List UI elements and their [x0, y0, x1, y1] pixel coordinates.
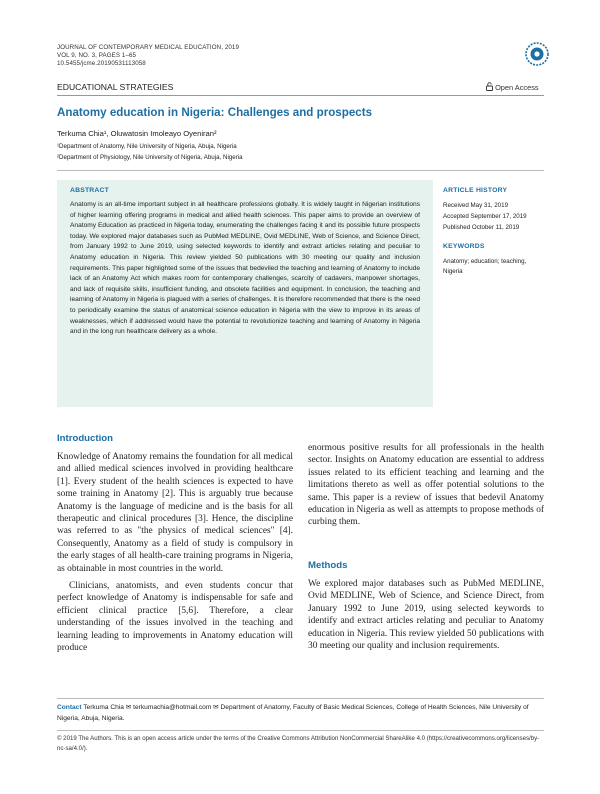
contact-email[interactable]: terkumachia@hotmail.com	[133, 704, 212, 711]
introduction-column-left	[57, 451, 293, 655]
article-authors: Terkuma Chia¹, Oluwatosin Imoleayo Oyeniran²	[57, 129, 217, 138]
intro-paragraph-2: Clinicians, anatomists, and even students concur that perfect knowledge of Anatomy is indispensable for safe and efficient clinical practice [5,6]. Therefore, a clear understanding of the issues involved in the teaching and learning leading to improvements in Anatomy education will produce	[57, 581, 293, 654]
affiliation-2: ²Department of Physiology, Nile University of Nigeria, Abuja, Nigeria	[57, 154, 243, 161]
contact-block	[57, 702, 544, 725]
intro-paragraph-3: enormous positive results for all professionals in the health sector. Insights on Anatomy education are essential to address issues related to its efficient teaching and learning and the limitations thereto as well as offer potential solutions to the same. This paper is a review of issues that bedevil Anatomy education in Nigeria as well as attempts to propose methods of curbing them.	[308, 443, 544, 528]
received-date: Received May 31, 2019	[443, 202, 509, 209]
journal-doi[interactable]: 10.5455/jcme.20190531113058	[57, 60, 146, 67]
section-tag: EDUCATIONAL STRATEGIES	[57, 82, 174, 92]
journal-volume: VOL 9, NO. 3, PAGES 1–65	[57, 52, 137, 59]
contact-divider-top	[57, 698, 544, 699]
contact-label: Contact	[57, 704, 82, 711]
address-icon: ✉	[213, 704, 219, 711]
journal-logo-icon	[525, 42, 549, 66]
methods-heading: Methods	[308, 560, 348, 571]
introduction-column-right	[308, 442, 544, 529]
keywords-heading: KEYWORDS	[443, 243, 485, 250]
open-lock-icon	[486, 82, 493, 93]
contact-address: Department of Anatomy, Faculty of Basic Medical Sciences, College of Health Sciences, Nile University of Nigeria, Abuja, Nigeria.	[57, 704, 529, 723]
methods-column	[308, 578, 544, 652]
introduction-heading: Introduction	[57, 433, 113, 444]
methods-paragraph: We explored major databases such as PubMed MEDLINE, Ovid MEDLINE, Web of Science, and Science Direct, from January 1992 to June 2019, using selected keywords to identify and extract articles relating and peculiar to Anatomy education in Nigeria. This review yielded 50 publications with 30 meeting our quality and inclusion requirements.	[308, 579, 544, 652]
abstract-heading: ABSTRACT	[70, 187, 109, 194]
header-divider	[57, 95, 544, 96]
keywords-text: Anatomy; education; teaching, Nigeria	[443, 258, 527, 276]
open-access-badge	[486, 82, 539, 93]
open-access-label: Open Access	[495, 83, 539, 92]
contact-name: Terkuma Chia	[83, 704, 124, 711]
article-title: Anatomy education in Nigeria: Challenges and prospects	[57, 106, 373, 119]
published-date: Published October 11, 2019	[443, 224, 520, 231]
title-divider	[57, 170, 544, 171]
email-icon: ✉	[125, 704, 132, 711]
contact-divider-bottom	[57, 730, 544, 731]
abstract-text: Anatomy is an all-time important subject in all healthcare professions globally. It is widely taught in Nigerian institutions of higher learning offering programs in medical and allied health sciences. This paper aims to provide an overview of Anatomy Education as practiced in Nigeria today, enumerating the challenges facing it and its possible future prospects today. We explored major databases such as PubMed MEDLINE, Ovid MEDLINE, Web of Science, and Science Direct, from January 1992 to June 2019, using selected keywords to identify and extract articles relating and peculiar to Anatomy education in Nigeria. This review yielded 50 publications with 30 meeting our quality and inclusion requirements. This paper highlighted some of the issues that bedeviled the teaching and learning of Anatomy to include lack of an Anatomy Act which makes room for contemporary challenges, scarcity of cadavers, manpower shortages, and lack of requisite skills, insufficient funding, and obsolete facilities and equipment. In conclusion, the teaching and learning of Anatomy in Nigeria is plagued with a series of challenges. It is therefore recommended that there is the need to periodically examine the status of anatomical science education in Nigeria with the view to improve in its areas of weaknesses, which if addressed would have the potential to revolutionize teaching and learning of Anatomy in Nigeria and in the long run healthcare delivery as a whole.	[70, 201, 420, 336]
journal-name: JOURNAL OF CONTEMPORARY MEDICAL EDUCATION, 2019	[57, 44, 239, 51]
copyright-notice: © 2019 The Authors. This is an open access article under the terms of the Creative Commons Attribution NonCommercial ShareAlike 4.0 (https://creativecommons.org/licenses/by-nc-sa/4.0/).	[57, 735, 540, 752]
affiliation-1: ¹Department of Anatomy, Nile University of Nigeria, Abuja, Nigeria	[57, 143, 237, 150]
accepted-date: Accepted September 17, 2019	[443, 213, 527, 220]
intro-paragraph-1: Knowledge of Anatomy remains the foundation for all medical and allied medical sciences involved in providing healthcare [1]. Every student of the health sciences is expected to have some training in Anatomy [2]. This is arguably true because Anatomy is the language of medicine and is the basis for all therapeutic and clinical procedures [3]. Hence, the discipline was referred to as "the physics of medical sciences" [4]. Consequently, Anatomy as a field of study is compulsory in the early stages of all health-care training programs in Nigeria, as obtainable in most countries in the world.	[57, 452, 293, 574]
article-history-heading: ARTICLE HISTORY	[443, 187, 508, 194]
